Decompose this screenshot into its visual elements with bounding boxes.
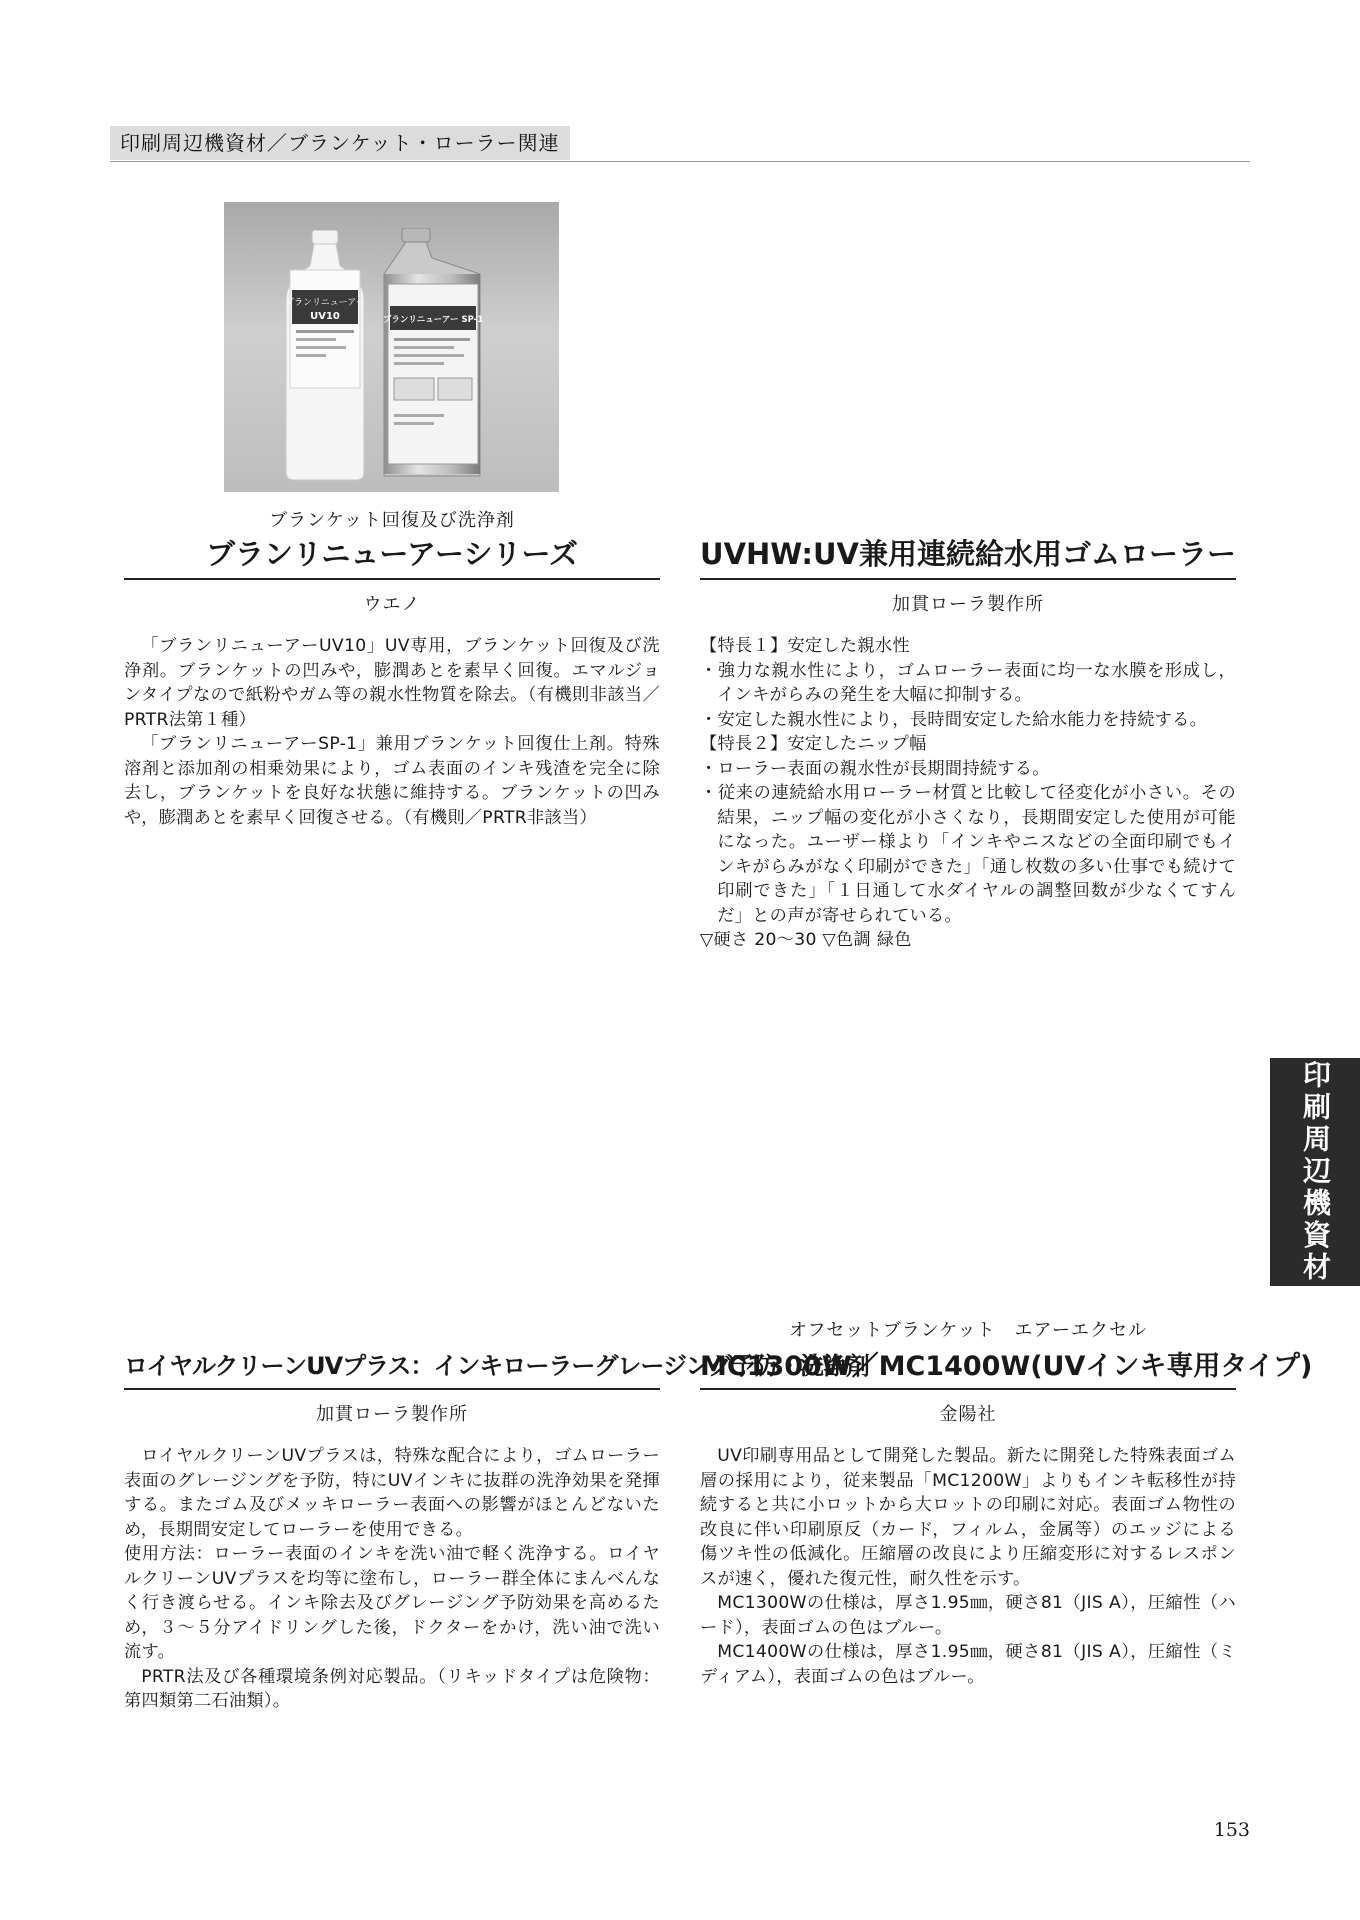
feature-heading: 【特長１】安定した親水性	[700, 636, 910, 656]
product1-title: ブランリニューアーシリーズ	[205, 537, 579, 571]
product4-title: MC1300W／MC1400W(UVインキ専用タイプ)	[700, 1351, 1313, 1382]
feature-bullet: ・ローラー表面の親水性が長期間持続する。	[700, 758, 1050, 779]
product2-maker: 加貫ローラ製作所	[892, 594, 1044, 615]
feature-bullet: ・従来の連続給水用ローラー材質と比較して径変化が小さい。その結果，ニップ幅の変化が小さくなり，長期間安定した使用が可能になった。ユーザー様より「インキやニスなどの全面印刷でもインキがらみがなく印刷ができた」「通し枚数の多い仕事でも続けて印刷できた」「１日通して水ダイヤルの調整回数が少なくてすんだ」との声が寄せられている。	[700, 783, 1236, 926]
product4-body	[700, 1444, 1236, 1689]
product1-rule	[124, 578, 660, 580]
product2-title: UVHW:UV兼用連続給水用ゴムローラー	[700, 537, 1236, 571]
product4-rule	[700, 1388, 1236, 1390]
product4-paragraph: MC1400Wの仕様は，厚さ1.95㎜，硬さ81（JIS A），圧縮性（ミディアム），表面ゴムの色はブルー。	[700, 1642, 1236, 1687]
product3-paragraph: 使用方法：ローラー表面のインキを洗い油で軽く洗浄する。ロイヤルクリーンUVプラスを均等に塗布し，ローラー群全体にまんべんなく行き渡らせる。インキ除去及びグレージング予防効果を高めるため，３〜５分アイドリングした後，ドクターをかけ，洗い油で洗い流す。	[124, 1544, 660, 1662]
spec-line: ▽硬さ 20〜30 ▽色調 緑色	[700, 930, 912, 950]
feature-bullet: ・強力な親水性により，ゴムローラー表面に均一な水膜を形成し，インキがらみの発生を大幅に抑制する。	[700, 660, 1236, 705]
product1-paragraph: 「ブランリニューアーSP-1」兼用ブランケット回復仕上剤。特殊溶剤と添加剤の相乗効果により，ゴム表面のインキ残渣を完全に除去し，ブランケットを良好な状態に維持する。ブランケットの凹みや，膨潤あとを素早く回復させる。（有機則／PRTR非該当）	[124, 734, 660, 828]
product4-paragraph: UV印刷専用品として開発した製品。新たに開発した特殊表面ゴム層の採用により，従来製品「MC1200W」よりもインキ転移性が持続すると共に小ロットから大ロットの印刷に対応。表面ゴム物性の改良に伴い印刷原反（カード，フィルム，金属等）のエッジによる傷ツキ性の低減化。圧縮層の改良により圧縮変形に対するレスポンスが速く，優れた復元性，耐久性を示す。	[700, 1446, 1236, 1589]
bottle-uv10-image	[284, 230, 366, 482]
product4-paragraph: MC1300Wの仕様は，厚さ1.95㎜，硬さ81（JIS A），圧縮性（ハード），表面ゴムの色はブルー。	[700, 1593, 1236, 1638]
section-side-tab: 印刷周辺機資材	[1270, 1058, 1360, 1286]
product1-paragraph: 「ブランリニューアーUV10」UV専用，ブランケット回復及び洗浄剤。ブランケットの凹みや，膨潤あとを素早く回復。エマルジョンタイプなので紙粉やガム等の親水性物質を除去。（有機則非該当／PRTR法第１種）	[124, 636, 660, 730]
product3-title: ロイヤルクリーンUVプラス：インキローラーグレージング予防・洗浄剤	[124, 1352, 869, 1380]
product3-paragraph: PRTR法及び各種環境条例対応製品。（リキッドタイプは危険物：第四類第二石油類）。	[124, 1666, 660, 1711]
product3-rule	[124, 1388, 660, 1390]
product4-maker: 金陽社	[939, 1404, 997, 1425]
bottle2-label: ブランリニューアー SP-1	[382, 315, 484, 325]
product3-maker: 加貫ローラ製作所	[316, 1404, 468, 1425]
product2-body	[700, 634, 1236, 953]
product3-paragraph: ロイヤルクリーンUVプラスは，特殊な配合により，ゴムローラー表面のグレージングを予防，特にUVインキに抜群の洗浄効果を発揮する。またゴム及びメッキローラー表面への影響がほとんどないため，長期間安定してローラーを使用できる。	[124, 1446, 660, 1540]
bottle1-sub: UV10	[310, 311, 340, 322]
product-photo	[224, 202, 559, 492]
product4-subtitle: オフセットブランケット エアーエクセル	[789, 1320, 1147, 1341]
category-header: 印刷周辺機資材／ブランケット・ローラー関連	[110, 126, 570, 160]
feature-heading: 【特長２】安定したニップ幅	[700, 734, 927, 754]
product1-maker: ウエノ	[363, 594, 421, 615]
page-number: 153	[1213, 1819, 1250, 1841]
can-sp1-image	[372, 228, 492, 484]
product3-body	[124, 1444, 660, 1714]
product1-subtitle: ブランケット回復及び洗浄剤	[269, 510, 515, 531]
bottle1-label: ブランリニューアー	[284, 298, 366, 308]
product2-rule	[700, 578, 1236, 580]
header-divider	[110, 161, 1250, 162]
feature-bullet: ・安定した親水性により，長時間安定した給水能力を持続する。	[700, 709, 1208, 730]
product1-body	[124, 634, 660, 830]
